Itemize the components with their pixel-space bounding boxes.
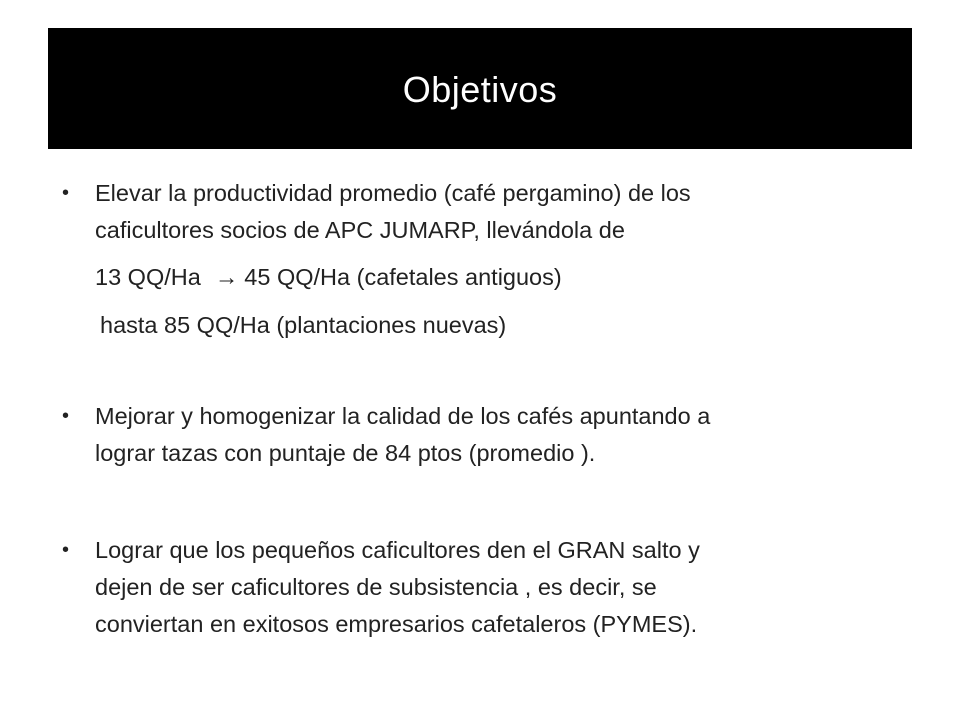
bullet-text-line: conviertan en exitosos empresarios cafetaleros (PYMES).: [95, 611, 698, 637]
from-value: 13 QQ/Ha: [95, 264, 201, 290]
bullet-text-line: Mejorar y homogenizar la calidad de los cafés apuntando a: [95, 403, 711, 429]
bullet-item-entrepreneurs: [62, 532, 875, 643]
bullet-item-quality: [62, 398, 875, 472]
bullet-text-line: dejen de ser caficultores de subsistencia , es decir, se: [95, 574, 657, 600]
to-value: 45 QQ/Ha (cafetales antiguos): [244, 264, 562, 290]
bullet-text-line: caficultores socios de APC JUMARP, llevándola de: [95, 217, 625, 243]
slide-title: Objetivos: [402, 68, 558, 110]
new-plantations-line: hasta 85 QQ/Ha (plantaciones nuevas): [100, 312, 507, 338]
bullet-dot: •: [62, 182, 70, 204]
bullet-text-line: Elevar la productividad promedio (café pergamino) de los: [95, 180, 691, 206]
bullet-item-productivity: [62, 175, 875, 249]
bullet-dot: •: [62, 405, 70, 427]
bullet-dot: •: [62, 539, 70, 561]
productivity-range-line: [95, 259, 562, 296]
title-bar: [48, 28, 912, 149]
arrow-right-icon: →: [214, 264, 239, 290]
bullet-text-line: Lograr que los pequeños caficultores den el GRAN salto y: [95, 537, 700, 563]
bullet-text-line: lograr tazas con puntaje de 84 ptos (promedio ).: [95, 440, 596, 466]
